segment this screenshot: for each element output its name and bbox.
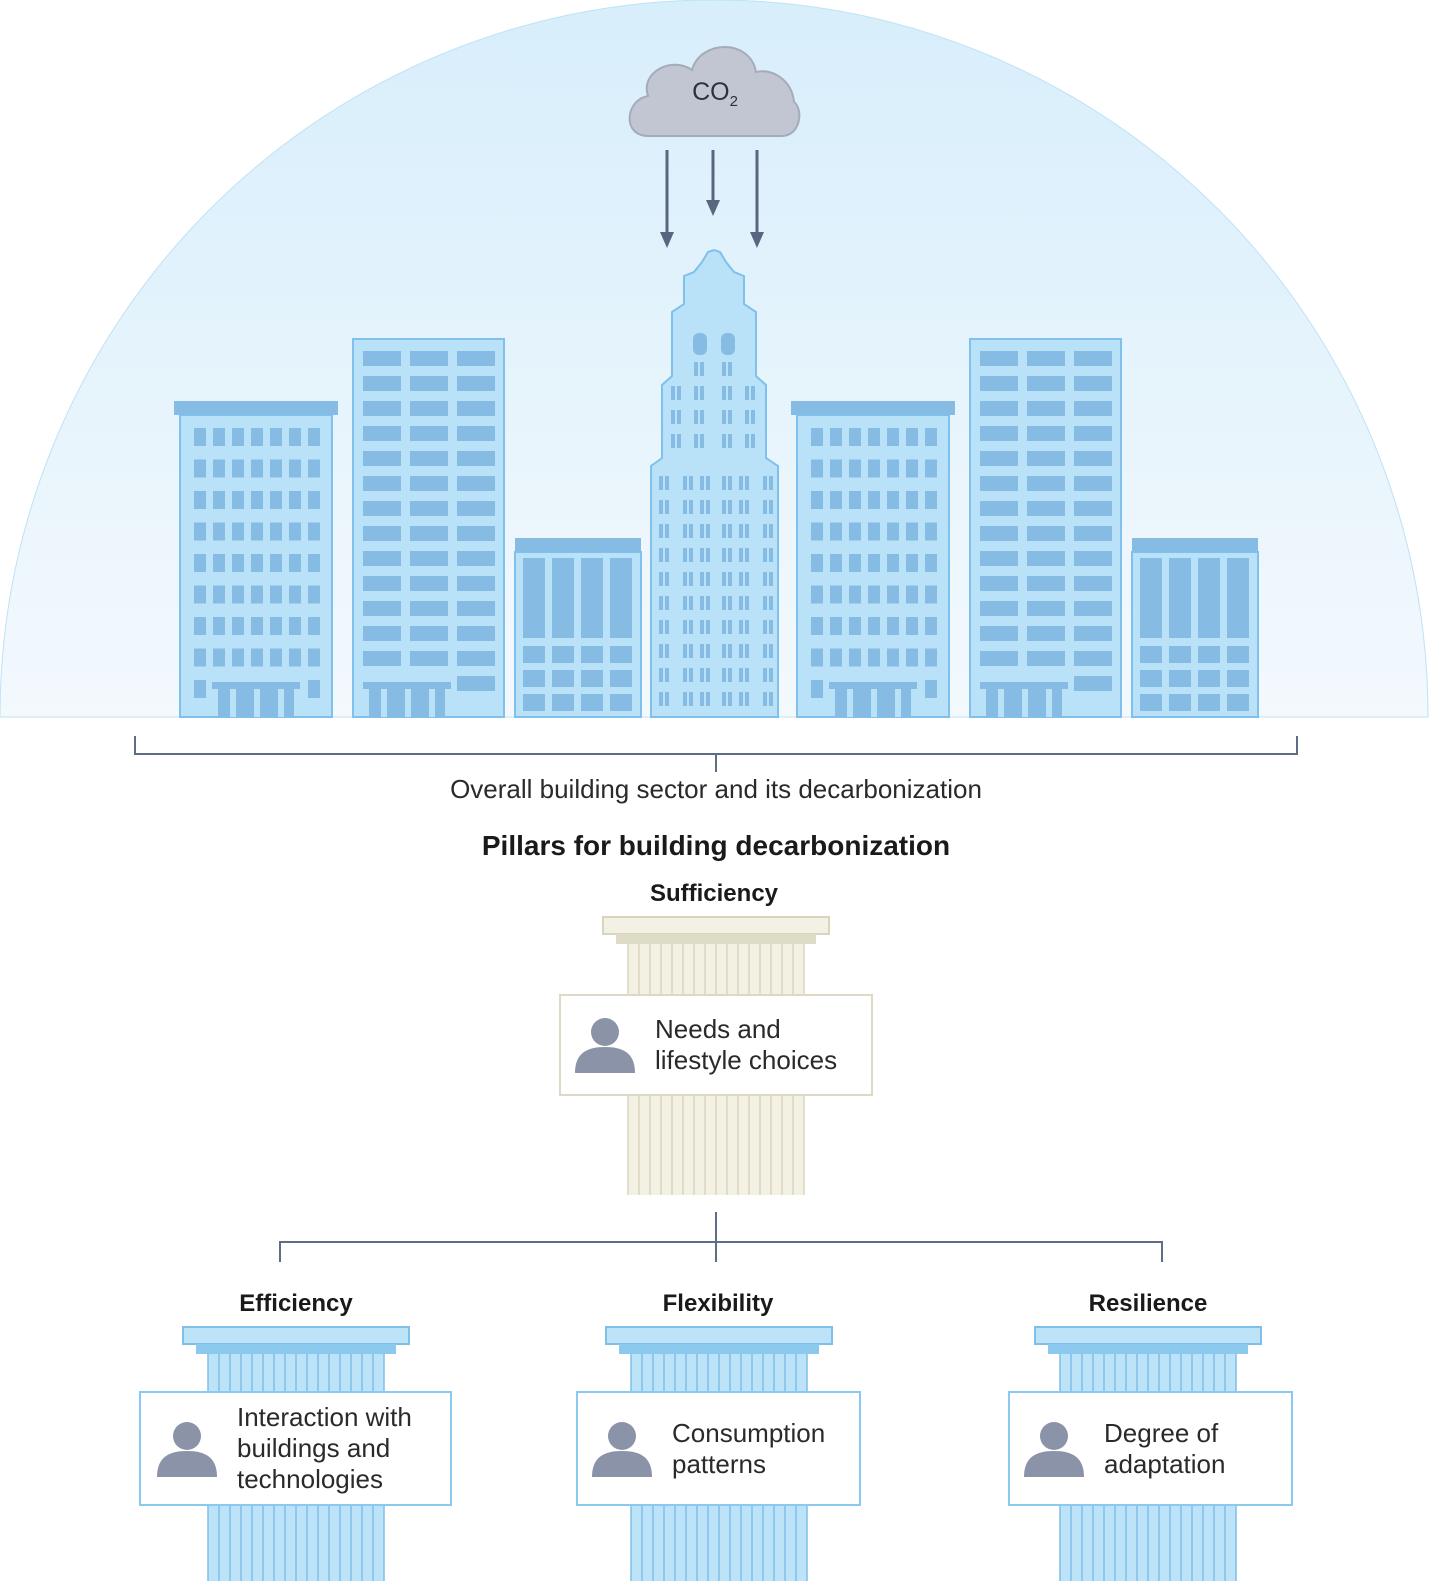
building-3 [515,538,641,717]
sufficiency-title: Sufficiency [649,880,779,907]
resilience-title: Resilience [1088,1290,1208,1317]
building-2 [353,339,504,717]
co2-label: $CO_2$ [692,78,738,110]
resilience-text: Degree of adaptation [1104,1417,1226,1479]
building-1 [174,401,338,717]
building-5 [970,339,1121,717]
efficiency-box [139,1391,452,1506]
person-icon [592,1421,652,1477]
person-icon [1024,1421,1084,1477]
sector-bracket [135,736,1297,772]
flexibility-box [576,1391,861,1506]
efficiency-text: Interaction with buildings and technologies [237,1402,412,1494]
pillars-title: Pillars for building decarbonization [481,830,951,861]
pillar-connector [280,1212,1162,1262]
sector-label: Overall building sector and its decarbonization [450,774,982,804]
resilience-box [1008,1391,1293,1506]
building-6 [1132,538,1258,717]
building-4 [791,401,955,717]
sufficiency-box [559,994,873,1096]
flexibility-title: Flexibility [662,1290,774,1317]
person-icon [575,1017,635,1073]
flexibility-text: Consumption patterns [672,1417,826,1479]
sufficiency-text: Needs and lifestyle choices [655,1014,838,1075]
person-icon [157,1421,217,1477]
efficiency-title: Efficiency [239,1290,353,1317]
